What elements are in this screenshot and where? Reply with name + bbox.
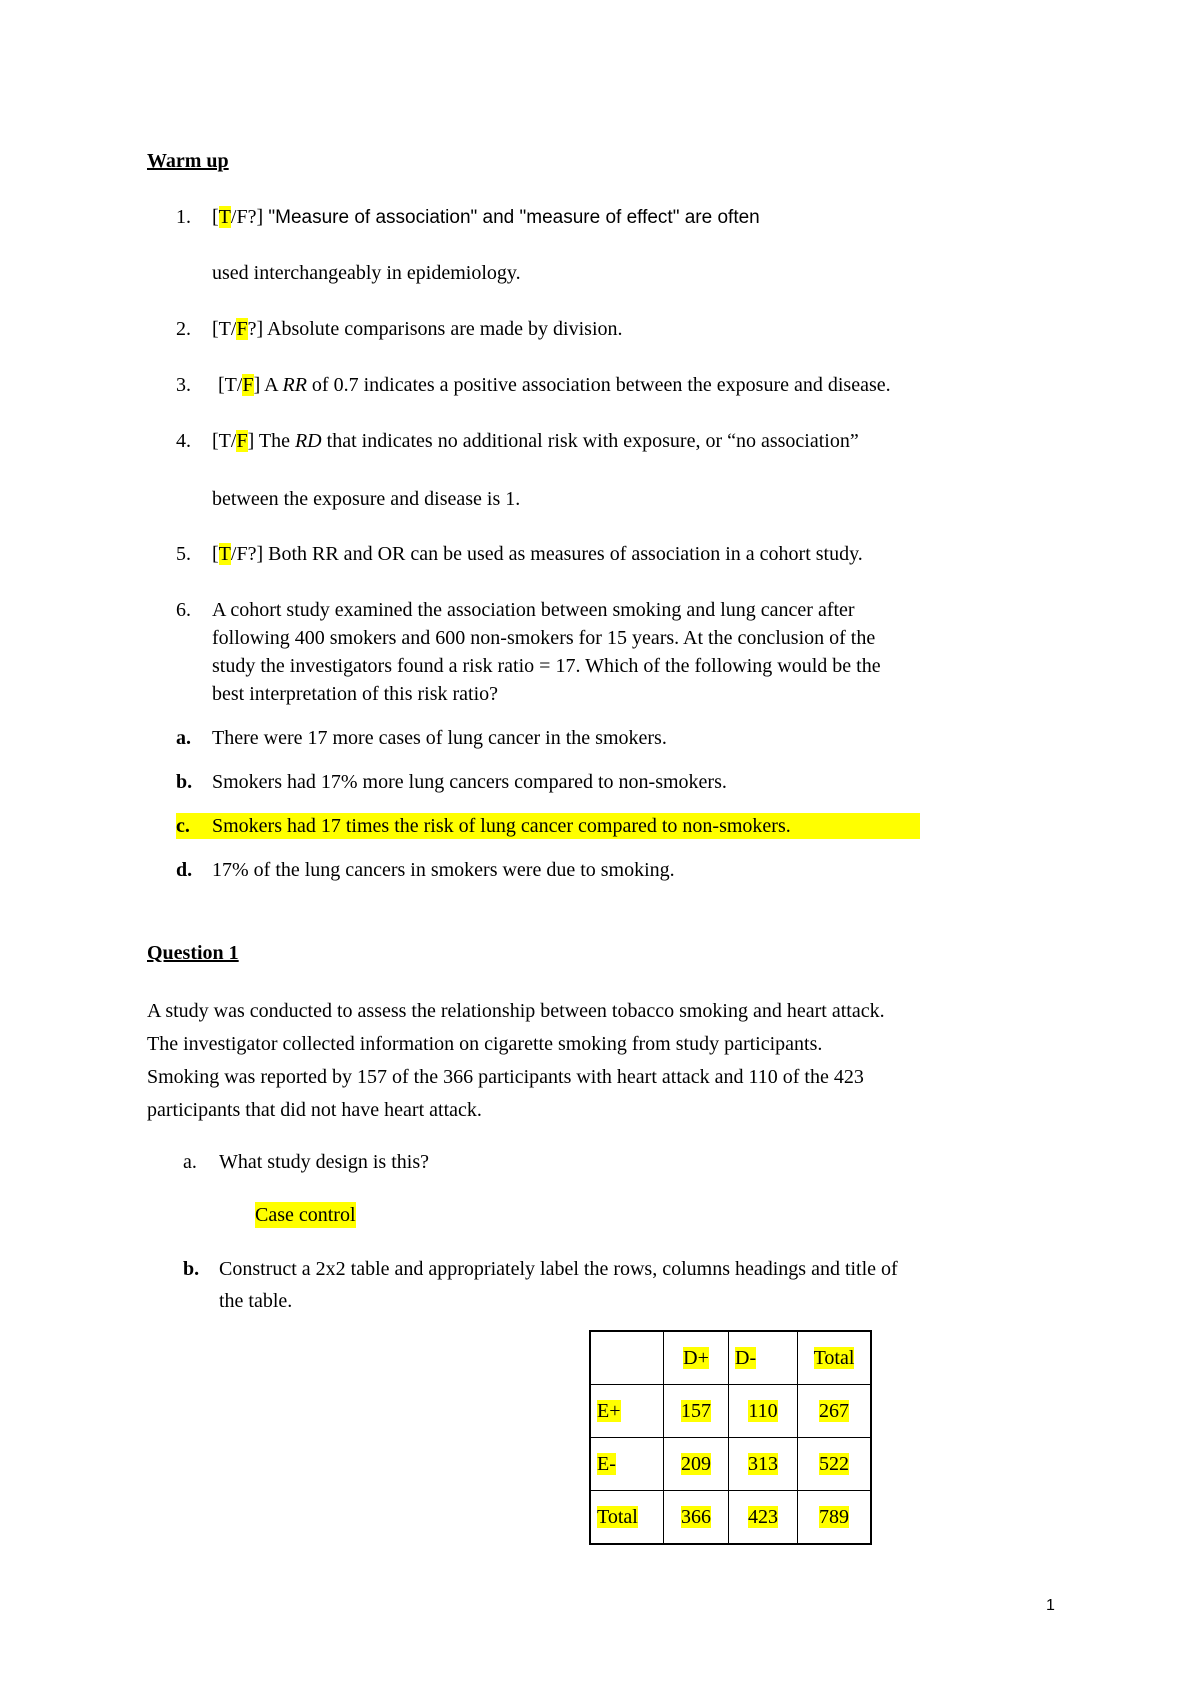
table-header-cell: D- [729, 1331, 798, 1385]
warmup-q6-line: best interpretation of this risk ratio? [212, 683, 499, 705]
warmup-q6-line: A cohort study examined the association between smoking and lung cancer after [212, 599, 855, 621]
option-b-text: Smokers had 17% more lung cancers compared to non-smokers. [212, 771, 727, 793]
table-cell: 366 [664, 1491, 729, 1545]
warmup-q3-text: [T/F] A RR of 0.7 indicates a positive association between the exposure and disease. [218, 374, 891, 396]
warmup-q5-text: [T/F?] Both RR and OR can be used as measures of association in a cohort study. [212, 543, 863, 565]
warmup-q4-number: 4. [176, 430, 191, 452]
warmup-q1-line1: [T/F?] "Measure of association" and "measure of effect" are often [212, 206, 760, 228]
question1-b-line2: the table. [219, 1290, 293, 1312]
warmup-heading: Warm up [147, 150, 229, 172]
question1-b-letter: b. [183, 1258, 200, 1280]
warmup-q2-text: [T/F?] Absolute comparisons are made by division. [212, 318, 623, 340]
question1-heading: Question 1 [147, 942, 239, 964]
table-cell: 313 [729, 1438, 798, 1491]
question1-paragraph-line: participants that did not have heart attack. [147, 1099, 482, 1121]
warmup-q3-number: 3. [176, 374, 191, 396]
warmup-q6-number: 6. [176, 599, 191, 621]
answer-highlight: F [242, 374, 254, 396]
question1-paragraph-line: A study was conducted to assess the relationship between tobacco smoking and heart attack. [147, 1000, 885, 1022]
table-header-cell: Total [798, 1331, 872, 1385]
table-header-cell: D+ [664, 1331, 729, 1385]
table-row-label: Total [590, 1491, 664, 1545]
warmup-q1-number: 1. [176, 206, 191, 228]
table-row [590, 1385, 871, 1438]
option-c-highlighted: c. Smokers had 17 times the risk of lung cancer compared to non-smokers. [176, 813, 920, 839]
question1-paragraph-line: Smoking was reported by 157 of the 366 participants with heart attack and 110 of the 423 [147, 1066, 864, 1088]
question1-a-text: What study design is this? [219, 1151, 429, 1173]
option-b-letter: b. [176, 771, 193, 793]
table-cell: 209 [664, 1438, 729, 1491]
table-cell: 423 [729, 1491, 798, 1545]
table-cell: 157 [664, 1385, 729, 1438]
option-d-text: 17% of the lung cancers in smokers were due to smoking. [212, 859, 675, 881]
question1-paragraph-line: The investigator collected information on cigarette smoking from study participants. [147, 1033, 823, 1055]
option-a-letter: a. [176, 727, 191, 749]
table-cell: 789 [798, 1491, 872, 1545]
answer-highlight: F [236, 318, 248, 340]
table-cell [590, 1331, 664, 1385]
answer-highlight: T [218, 543, 231, 565]
table-row-label: E+ [590, 1385, 664, 1438]
table-cell: 110 [729, 1385, 798, 1438]
table-cell: 522 [798, 1438, 872, 1491]
table-cell: 267 [798, 1385, 872, 1438]
page-number: 1 [1046, 1597, 1055, 1614]
table-row [590, 1491, 871, 1545]
question1-b-line1: Construct a 2x2 table and appropriately label the rows, columns headings and title of [219, 1258, 898, 1280]
warmup-q6-line: study the investigators found a risk ratio = 17. Which of the following would be the [212, 655, 881, 677]
warmup-q5-number: 5. [176, 543, 191, 565]
warmup-q2-number: 2. [176, 318, 191, 340]
contingency-table [589, 1330, 872, 1545]
warmup-q4-line2: between the exposure and disease is 1. [212, 488, 521, 510]
warmup-q1-line2: used interchangeably in epidemiology. [212, 262, 521, 284]
table-row [590, 1438, 871, 1491]
warmup-q6-line: following 400 smokers and 600 non-smokers for 15 years. At the conclusion of the [212, 627, 876, 649]
question1-a-letter: a. [183, 1151, 197, 1173]
table-row-label: E- [590, 1438, 664, 1491]
table-header-row [590, 1331, 871, 1385]
answer-highlight: F [236, 430, 248, 452]
answer-highlight: T [218, 206, 231, 228]
option-d-letter: d. [176, 859, 193, 881]
option-a-text: There were 17 more cases of lung cancer in the smokers. [212, 727, 667, 749]
warmup-q4-line1: [T/F] The RD that indicates no additional risk with exposure, or “no association” [212, 430, 859, 452]
question1-a-answer: Case control [255, 1204, 356, 1226]
